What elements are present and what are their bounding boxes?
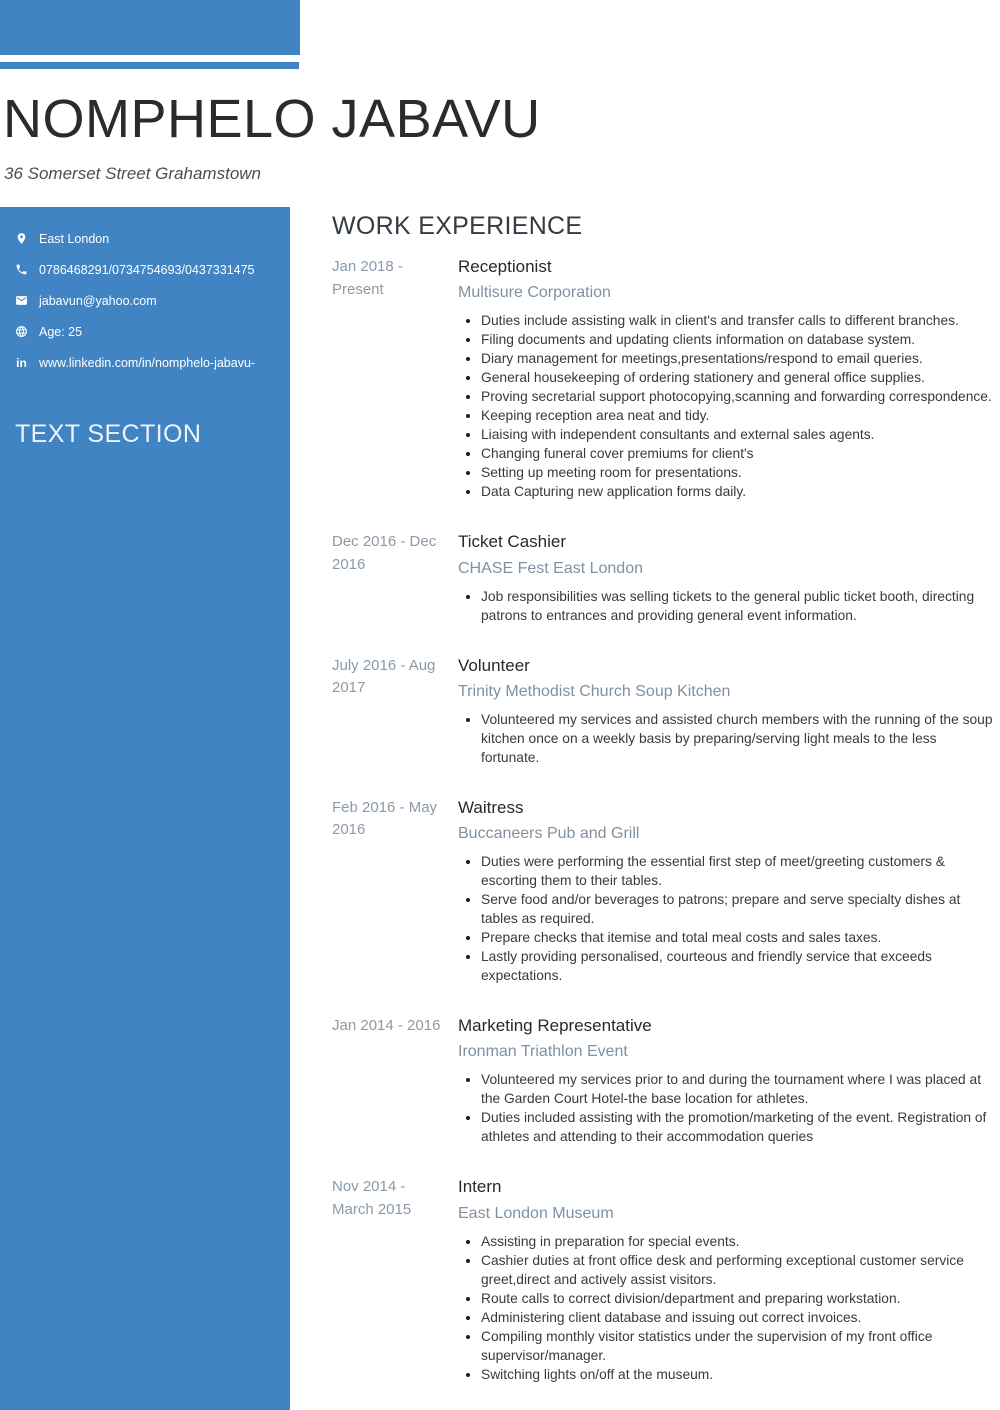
job-bullet: • Route calls to correct division/department and preparing workstation. [481, 1289, 994, 1308]
job-dates: July 2016 - Aug 2017 [332, 656, 436, 696]
job-title: Receptionist [458, 257, 552, 276]
job-bullet-list [458, 311, 994, 501]
header-accent-bar [0, 0, 300, 55]
job-body [458, 1015, 994, 1146]
job-body [458, 1176, 994, 1383]
job-bullet-list [458, 1070, 994, 1146]
job-entry [332, 1015, 994, 1146]
contact-phone [0, 254, 290, 285]
job-bullet: • Liaising with independent consultants and external sales agents. [481, 425, 994, 444]
contact-age-text: Age: 25 [39, 324, 83, 339]
job-bullet: • Volunteered my services and assisted church members with the running of the soup kitchen once on a weekly basis by preparing/serving light meals to the less fortunate. [481, 710, 994, 767]
job-bullet: • Prepare checks that itemise and total meal costs and sales taxes. [481, 928, 994, 947]
job-bullet: • Administering client database and issuing out correct invoices. [481, 1308, 994, 1327]
contact-location [0, 223, 290, 254]
job-company: Trinity Methodist Church Soup Kitchen [458, 682, 731, 700]
job-entry [332, 531, 994, 624]
email-icon [14, 293, 29, 308]
job-bullet: • Assisting in preparation for special events. [481, 1232, 994, 1251]
job-dates: Dec 2016 - Dec 2016 [332, 533, 437, 573]
job-entry [332, 655, 994, 767]
job-company: Buccaneers Pub and Grill [458, 825, 640, 842]
job-bullet: • Keeping reception area neat and tidy. [481, 406, 994, 425]
job-bullet: • Proving secretarial support photocopying,scanning and forwarding correspondence. [481, 387, 994, 406]
contact-location-text: East London [39, 231, 110, 246]
job-company: Multisure Corporation [458, 284, 611, 302]
contact-age [0, 316, 290, 347]
job-body [458, 531, 994, 624]
job-bullet: • Changing funeral cover premiums for client's [481, 444, 994, 463]
work-experience-section [332, 212, 994, 1410]
job-bullet-list [458, 710, 994, 767]
candidate-name: NOMPHELO JABAVU [3, 89, 541, 149]
job-company: Ironman Triathlon Event [458, 1043, 628, 1061]
contact-linkedin[interactable] [0, 347, 290, 378]
job-company: CHASE Fest East London [458, 559, 643, 577]
job-bullet: • Switching lights on/off at the museum. [481, 1365, 994, 1384]
work-experience-heading: WORK EXPERIENCE [332, 212, 583, 240]
text-section-heading: TEXT SECTION [15, 420, 202, 448]
phone-icon [14, 262, 29, 277]
job-title: Waitress [458, 797, 524, 817]
sidebar [0, 207, 290, 1410]
contact-email-text: jabavun@yahoo.com [39, 293, 157, 308]
job-bullet: • Cashier duties at front office desk and performing exceptional customer service greet,direct and actively assist visitors. [481, 1251, 994, 1289]
job-bullet: • Duties included assisting with the promotion/marketing of the event. Registration of athletes and attending to their accommodation queries [481, 1108, 994, 1146]
job-bullet: • Duties were performing the essential first step of meet/greeting customers & escorting them to their tables. [481, 852, 994, 890]
linkedin-icon: in [16, 355, 27, 370]
job-title: Intern [458, 1177, 502, 1197]
contact-linkedin-text: www.linkedin.com/in/nomphelo-jabavu- [39, 355, 256, 370]
job-title: Marketing Representative [458, 1016, 652, 1035]
job-bullet: • Lastly providing personalised, courteous and friendly service that exceeds expectations. [481, 947, 994, 985]
job-bullet: • General housekeeping of ordering stationery and general office supplies. [481, 368, 994, 387]
contact-phone-text: 0786468291/0734754693/0437331475 [39, 262, 255, 277]
job-bullet: • Job responsibilities was selling tickets to the general public ticket booth, directing patrons to entrances and providing general event information. [481, 587, 994, 625]
job-body [458, 256, 994, 501]
job-bullet: • Compiling monthly visitor statistics under the supervision of my front office supervisor/manager. [481, 1327, 994, 1365]
job-bullet-list [458, 1232, 994, 1384]
job-bullet: • Serve food and/or beverages to patrons; prepare and serve specialty dishes at tables as required. [481, 890, 994, 928]
job-entry [332, 256, 994, 501]
job-dates: Nov 2014 - March 2015 [332, 1178, 412, 1218]
job-bullet: • Diary management for meetings,presentations/respond to email queries. [481, 349, 994, 368]
job-title: Volunteer [458, 655, 530, 675]
job-list [332, 256, 994, 1384]
job-dates: Feb 2016 - May 2016 [332, 798, 438, 839]
globe-icon [14, 324, 29, 339]
contact-list [0, 223, 290, 378]
job-dates: Jan 2014 - 2016 [332, 1017, 441, 1034]
job-bullet-list [458, 852, 994, 985]
header-accent-line [0, 62, 299, 69]
job-dates: Jan 2018 - Present [332, 258, 403, 298]
job-bullet: • Duties include assisting walk in client's and transfer calls to different branches. [481, 311, 994, 330]
contact-email[interactable] [0, 285, 290, 316]
job-bullet: • Filing documents and updating clients information on database system. [481, 330, 994, 349]
job-body [458, 797, 994, 985]
job-bullet: • Volunteered my services prior to and during the tournament where I was placed at the Garden Court Hotel-the base location for athletes. [481, 1070, 994, 1108]
job-title: Ticket Cashier [458, 532, 567, 552]
candidate-address: 36 Somerset Street Grahamstown [4, 164, 262, 183]
job-bullet: • Setting up meeting room for presentations. [481, 463, 994, 482]
job-entry [332, 797, 994, 985]
job-body [458, 655, 994, 767]
job-entry [332, 1176, 994, 1383]
job-company: East London Museum [458, 1204, 614, 1222]
location-pin-icon [14, 231, 29, 246]
job-bullet-list [458, 587, 994, 625]
job-bullet: • Data Capturing new application forms daily. [481, 482, 994, 501]
